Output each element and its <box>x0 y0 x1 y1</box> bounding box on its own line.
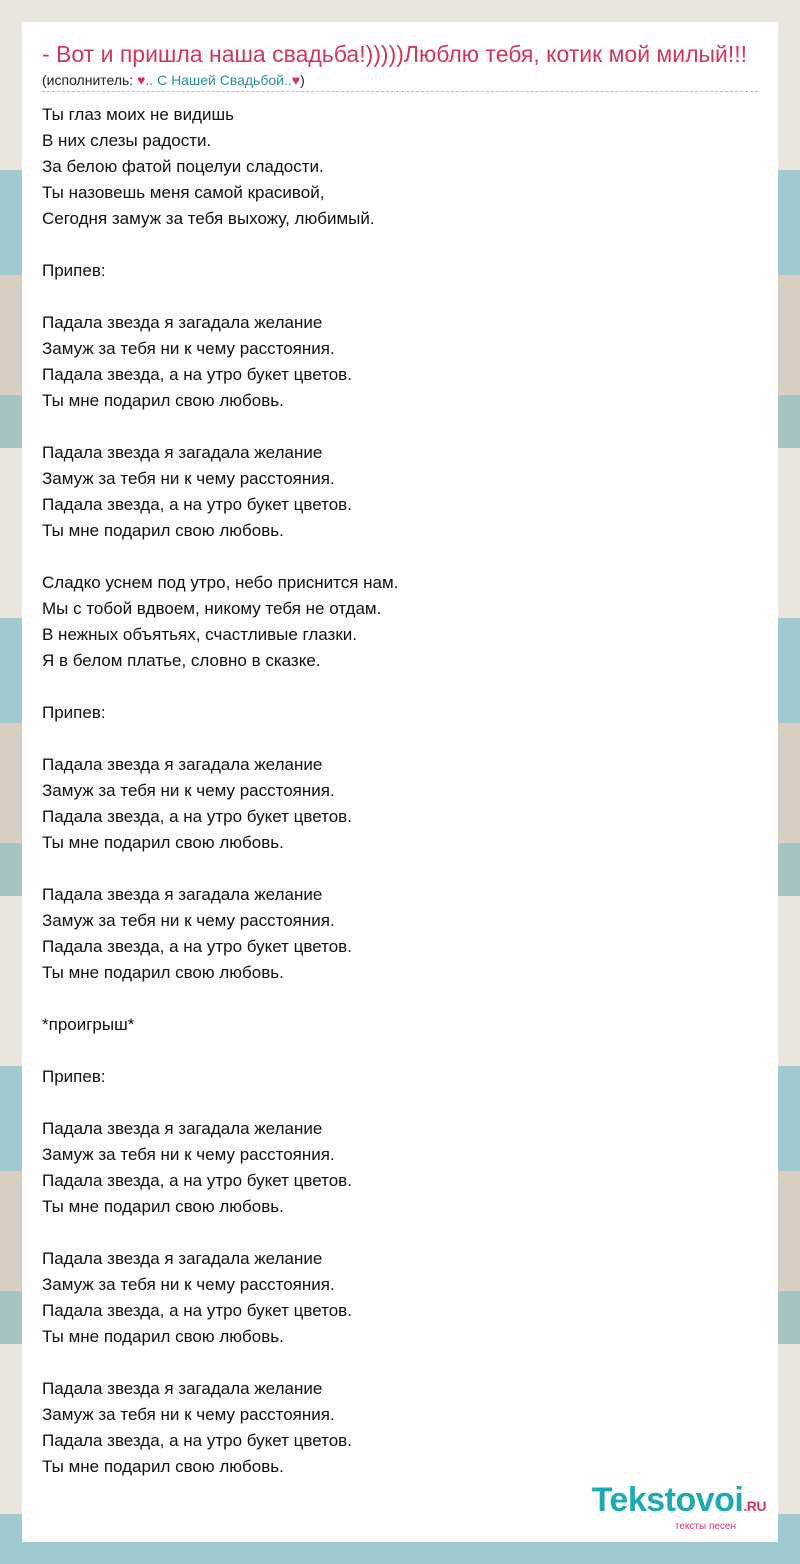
lyric-line: Сладко уснем под утро, небо приснится нам. <box>42 573 399 592</box>
lyric-line: Падала звезда, а на утро букет цветов. <box>42 937 352 956</box>
lyric-line: Падала звезда я загадала желание <box>42 443 323 462</box>
artist-link[interactable] <box>137 72 300 88</box>
lyric-line: Ты мне подарил свою любовь. <box>42 1457 284 1476</box>
lyric-line <box>42 1090 758 1116</box>
lyric-line <box>42 284 758 310</box>
lyric-line: Я в белом платье, словно в сказке. <box>42 651 321 670</box>
lyric-line <box>42 1220 758 1246</box>
lyric-line: Падала звезда, а на утро букет цветов. <box>42 495 352 514</box>
artist-prefix: (исполнитель: <box>42 72 138 88</box>
lyric-line: Замуж за тебя ни к чему расстояния. <box>42 1405 335 1424</box>
lyric-line: Ты глаз моих не видишь <box>42 105 234 124</box>
lyric-line <box>42 986 758 1012</box>
song-title: - Вот и пришла наша свадьба!)))))Люблю тебя, котик мой милый!!! <box>42 41 748 67</box>
site-logo[interactable] <box>592 1483 766 1532</box>
lyric-line <box>42 856 758 882</box>
logo-subtitle: тексты песен <box>674 1521 736 1532</box>
lyric-line: Падала звезда я загадала желание <box>42 1249 323 1268</box>
lyric-line: Падала звезда я загадала желание <box>42 1119 323 1138</box>
logo-tld: .RU <box>743 1498 766 1514</box>
lyric-line: Ты мне подарил свою любовь. <box>42 391 284 410</box>
heart-icon: ♥ <box>137 72 146 88</box>
lyric-line: Припев: <box>42 261 106 280</box>
lyric-line: Замуж за тебя ни к чему расстояния. <box>42 469 335 488</box>
lyric-line: Ты мне подарил свою любовь. <box>42 833 284 852</box>
lyric-line: Замуж за тебя ни к чему расстояния. <box>42 1275 335 1294</box>
lyric-line: Ты мне подарил свою любовь. <box>42 521 284 540</box>
lyric-line: В нежных объятьях, счастливые глазки. <box>42 625 358 644</box>
lyric-line <box>42 544 758 570</box>
lyric-line: Ты назовешь меня самой красивой, <box>42 183 325 202</box>
lyric-line: Замуж за тебя ни к чему расстояния. <box>42 781 335 800</box>
lyric-line: Падала звезда, а на утро букет цветов. <box>42 807 352 826</box>
lyric-line: *проигрыш* <box>42 1015 135 1034</box>
lyric-line: Замуж за тебя ни к чему расстояния. <box>42 911 335 930</box>
lyric-line <box>42 232 758 258</box>
artist-line <box>42 72 758 92</box>
artist-suffix: ) <box>300 72 305 88</box>
lyric-line: Замуж за тебя ни к чему расстояния. <box>42 339 335 358</box>
lyric-line: В них слезы радости. <box>42 131 212 150</box>
lyric-line: Сегодня замуж за тебя выхожу, любимый. <box>42 209 375 228</box>
lyric-line <box>42 726 758 752</box>
lyric-line: Ты мне подарил свою любовь. <box>42 1327 284 1346</box>
lyric-line: Замуж за тебя ни к чему расстояния. <box>42 1145 335 1164</box>
lyric-line: Падала звезда я загадала желание <box>42 755 323 774</box>
lyric-line: Падала звезда, а на утро букет цветов. <box>42 365 352 384</box>
lyric-line <box>42 1038 758 1064</box>
heart-icon: ♥ <box>291 72 301 88</box>
lyric-line: Падала звезда, а на утро букет цветов. <box>42 1431 352 1450</box>
lyric-line <box>42 1350 758 1376</box>
lyric-line: Ты мне подарил свою любовь. <box>42 1197 284 1216</box>
lyric-line <box>42 674 758 700</box>
logo-text: Tekstovoi <box>591 1481 744 1519</box>
lyric-line: Падала звезда я загадала желание <box>42 1379 323 1398</box>
lyric-line: Мы с тобой вдвоем, никому тебя не отдам. <box>42 599 382 618</box>
lyric-line: За белою фатой поцелуи сладости. <box>42 157 324 176</box>
artist-name: .. С Нашей Свадьбой.. <box>145 72 292 88</box>
lyric-line: Падала звезда, а на утро букет цветов. <box>42 1171 352 1190</box>
lyric-line <box>42 414 758 440</box>
lyric-line: Припев: <box>42 1067 106 1086</box>
lyric-line: Падала звезда я загадала желание <box>42 313 323 332</box>
lyric-line: Ты мне подарил свою любовь. <box>42 963 284 982</box>
lyrics-text <box>42 102 758 1480</box>
lyric-line: Падала звезда я загадала желание <box>42 885 323 904</box>
lyric-line: Падала звезда, а на утро букет цветов. <box>42 1301 352 1320</box>
lyric-line: Припев: <box>42 703 106 722</box>
lyrics-card <box>22 22 778 1542</box>
